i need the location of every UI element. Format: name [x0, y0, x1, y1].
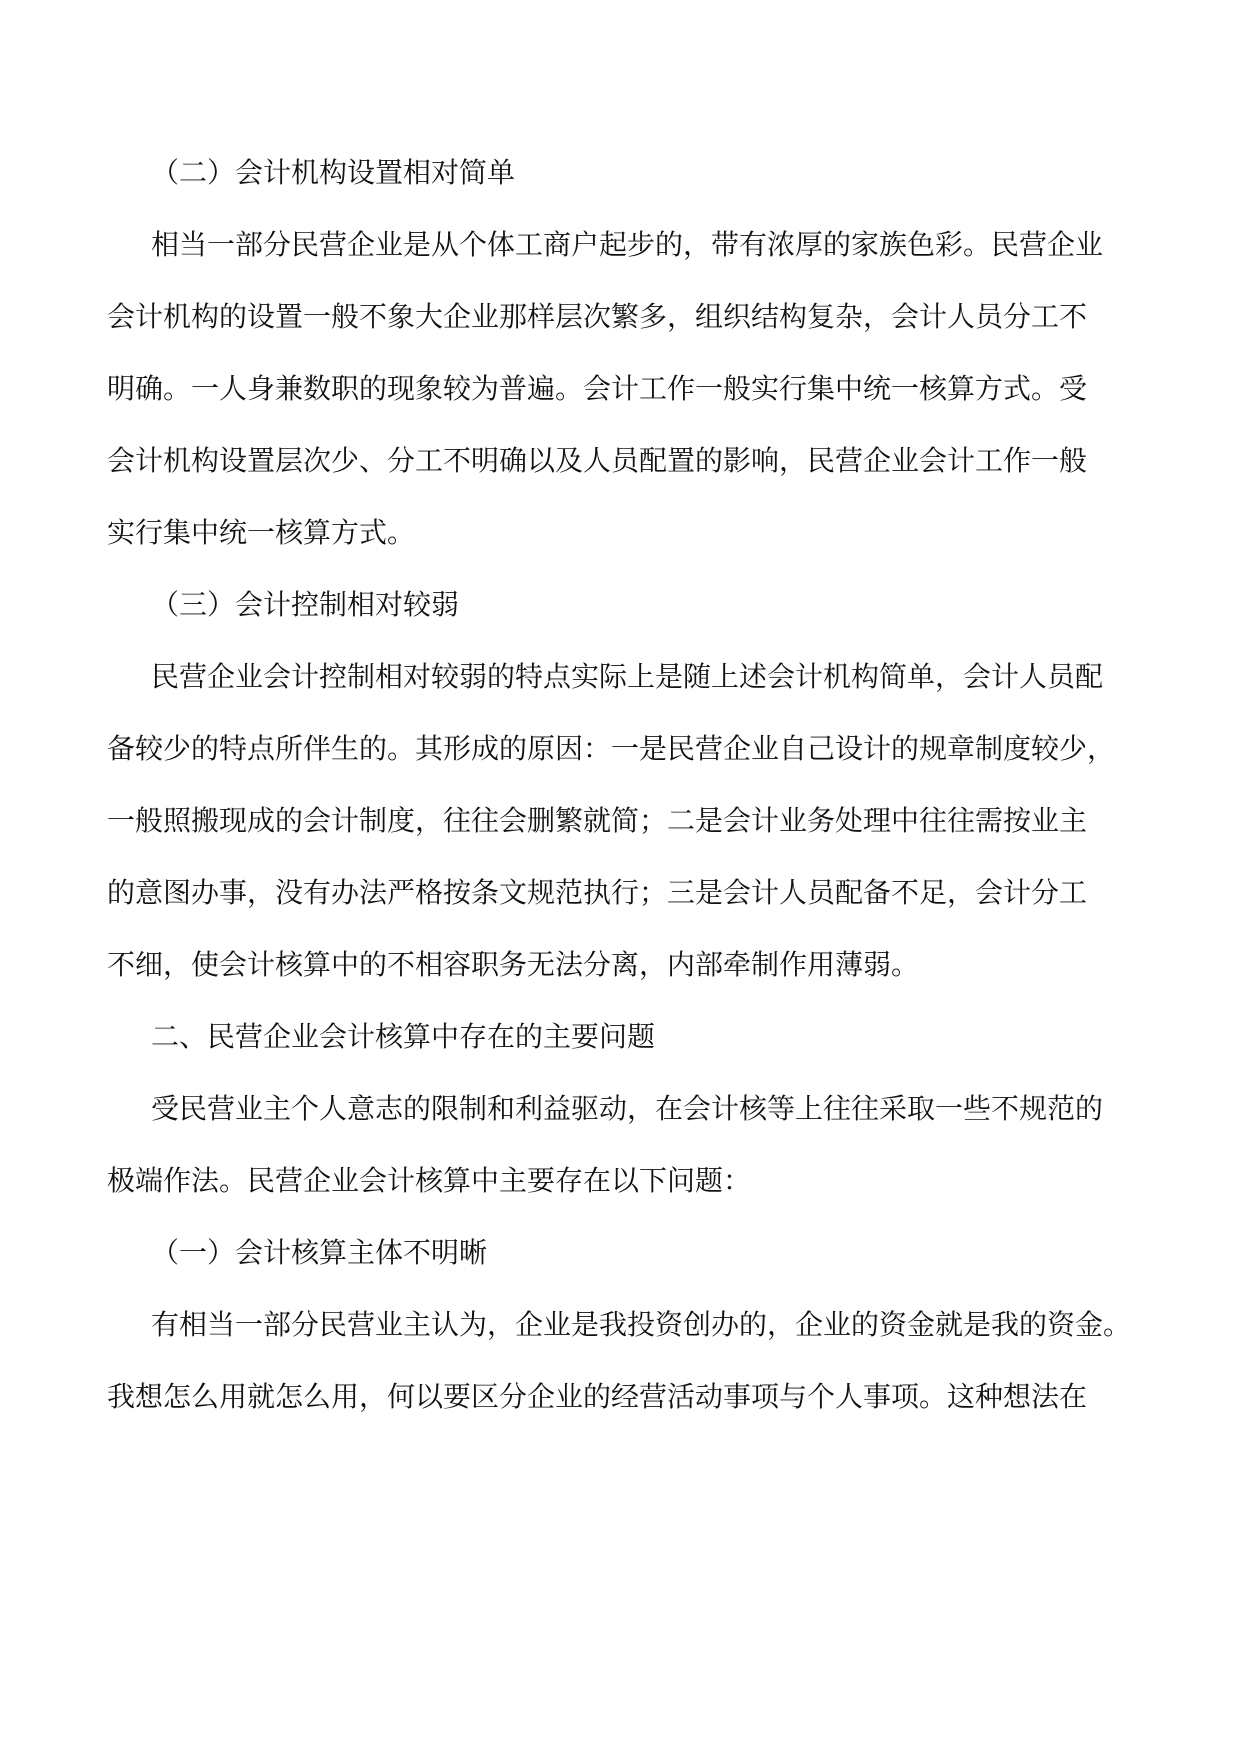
paragraph-line: 明确。一人身兼数职的现象较为普遍。会计工作一般实行集中统一核算方式。受 [107, 372, 1088, 405]
paragraph-line: 我想怎么用就怎么用，何以要区分企业的经营活动事项与个人事项。这种想法在 [107, 1380, 1088, 1413]
paragraph-line: 有相当一部分民营业主认为，企业是我投资创办的，企业的资金就是我的资金。 [151, 1308, 1132, 1341]
paragraph-line: 民营企业会计控制相对较弱的特点实际上是随上述会计机构简单，会计人员配 [151, 660, 1104, 693]
paragraph-line: 相当一部分民营企业是从个体工商户起步的，带有浓厚的家族色彩。民营企业 [151, 228, 1104, 261]
paragraph-line: 会计机构的设置一般不象大企业那样层次繁多，组织结构复杂，会计人员分工不 [107, 300, 1088, 333]
paragraph-line: 备较少的特点所伴生的。其形成的原因：一是民营企业自己设计的规章制度较少， [107, 732, 1116, 765]
paragraph-line: 不细，使会计核算中的不相容职务无法分离，内部牵制作用薄弱。 [107, 948, 920, 981]
paragraph-line: 受民营业主个人意志的限制和利益驱动，在会计核等上往往采取一些不规范的 [151, 1092, 1104, 1125]
paragraph-line: 会计机构设置层次少、分工不明确以及人员配置的影响，民营企业会计工作一般 [107, 444, 1088, 477]
paragraph-line: 极端作法。民营企业会计核算中主要存在以下问题： [107, 1164, 752, 1197]
section-heading-2: （二）会计机构设置相对简单 [151, 156, 516, 189]
chapter-heading-2: 二、民营企业会计核算中存在的主要问题 [151, 1020, 656, 1053]
paragraph-line: 的意图办事，没有办法严格按条文规范执行；三是会计人员配备不足，会计分工 [107, 876, 1088, 909]
section-heading-3: （三）会计控制相对较弱 [151, 588, 460, 621]
paragraph-line: 一般照搬现成的会计制度，往往会删繁就简；二是会计业务处理中往往需按业主 [107, 804, 1088, 837]
paragraph-line: 实行集中统一核算方式。 [107, 516, 416, 549]
section-heading-1: （一）会计核算主体不明晰 [151, 1236, 488, 1269]
